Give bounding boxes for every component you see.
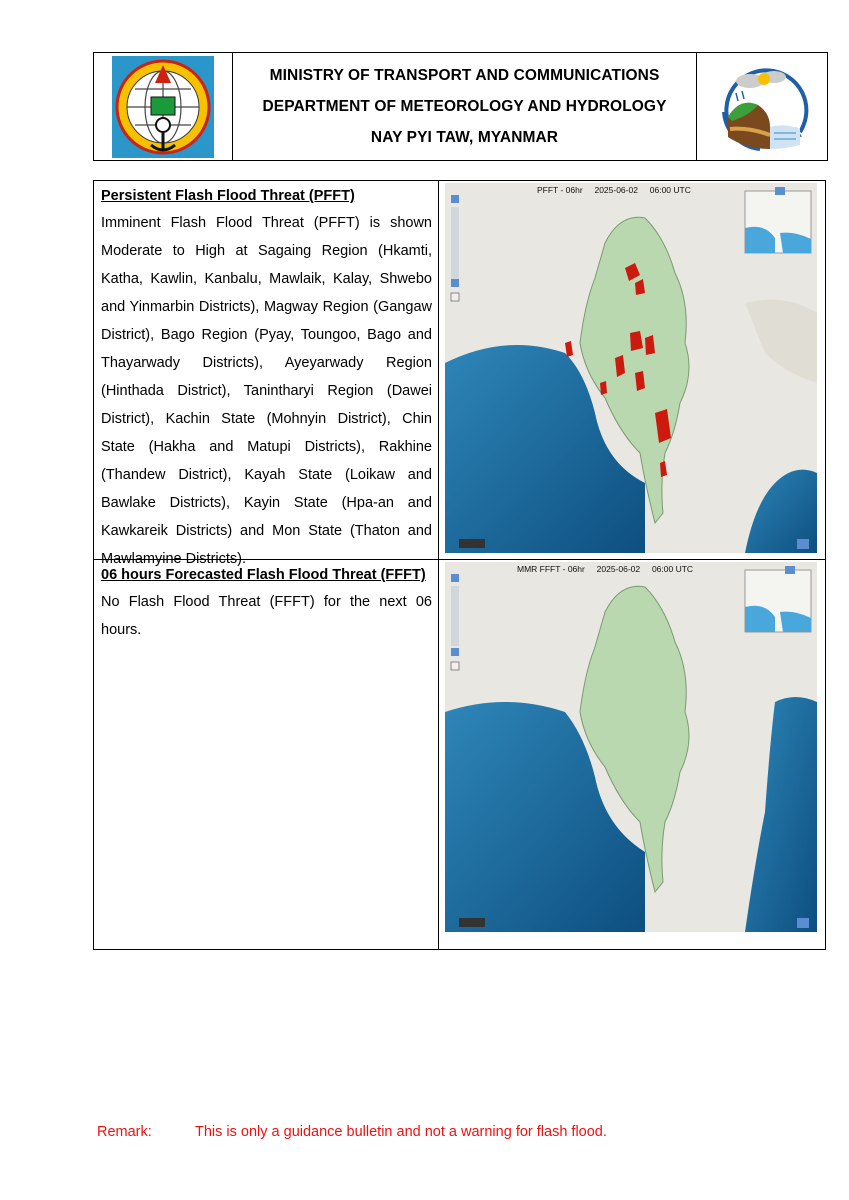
ffft-title: 06 hours Forecasted Flash Flood Threat (FFFT) xyxy=(101,567,426,583)
location: NAY PYI TAW, MYANMAR xyxy=(370,129,559,146)
pfft-text-cell xyxy=(94,181,439,567)
pfft-map-cell xyxy=(439,181,825,559)
ffft-map-title: MMR FFFT - 06hr 2025-06-02 06:00 UTC xyxy=(517,564,694,574)
ffft-description: No Flash Flood Threat (FFFT) for the next 06 hours. xyxy=(101,594,432,638)
dmh-emblem-icon xyxy=(111,55,215,159)
water-cycle-icon xyxy=(710,57,814,157)
remark-label: Remark: xyxy=(97,1124,152,1140)
ffft-text-cell xyxy=(94,560,439,949)
ffft-row xyxy=(94,560,825,949)
letterhead-title xyxy=(233,53,696,160)
right-logo-cell xyxy=(696,53,827,160)
ministry-name: MINISTRY OF TRANSPORT AND COMMUNICATIONS xyxy=(269,67,660,84)
ffft-map-cell xyxy=(439,560,825,949)
pfft-map[interactable] xyxy=(445,183,817,553)
remark-text: This is only a guidance bulletin and not a warning for flash flood. xyxy=(195,1124,607,1140)
bulletin-table xyxy=(93,180,826,950)
department-name: DEPARTMENT OF METEOROLOGY AND HYDROLOGY xyxy=(262,98,667,115)
pfft-title: Persistent Flash Flood Threat (PFFT) xyxy=(101,188,355,204)
pfft-row xyxy=(94,181,825,567)
pfft-description: Imminent Flash Flood Threat (PFFT) is shown Moderate to High at Sagaing Region (Hkamti, Katha, Kawlin, Kanbalu, Mawlaik, Kalay, Shwebo and Yinmarbin Districts), Magway Region (Gangaw District), Bago Region (Pyay, Toungoo, Bago and Thayarwady Districts), Ayeyarwady Region (Hinthada District), Tanintharyi Region (Dawei District), Kachin State (Mohnyin District), Chin State (Hakha and Matupi Districts), Rakhine (Thandew District), Kayah State (Loikaw and Bawlake Districts), Kayin State (Hpa-an and Kawkareik Districts) and Mon State (Thaton and Mawlamyine Districts). xyxy=(101,215,432,567)
letterhead xyxy=(93,52,828,161)
ffft-map[interactable] xyxy=(445,562,817,932)
remark-line xyxy=(97,1124,607,1140)
left-logo-cell xyxy=(94,53,233,160)
pfft-map-title: PFFT - 06hr 2025-06-02 06:00 UTC xyxy=(537,185,691,195)
